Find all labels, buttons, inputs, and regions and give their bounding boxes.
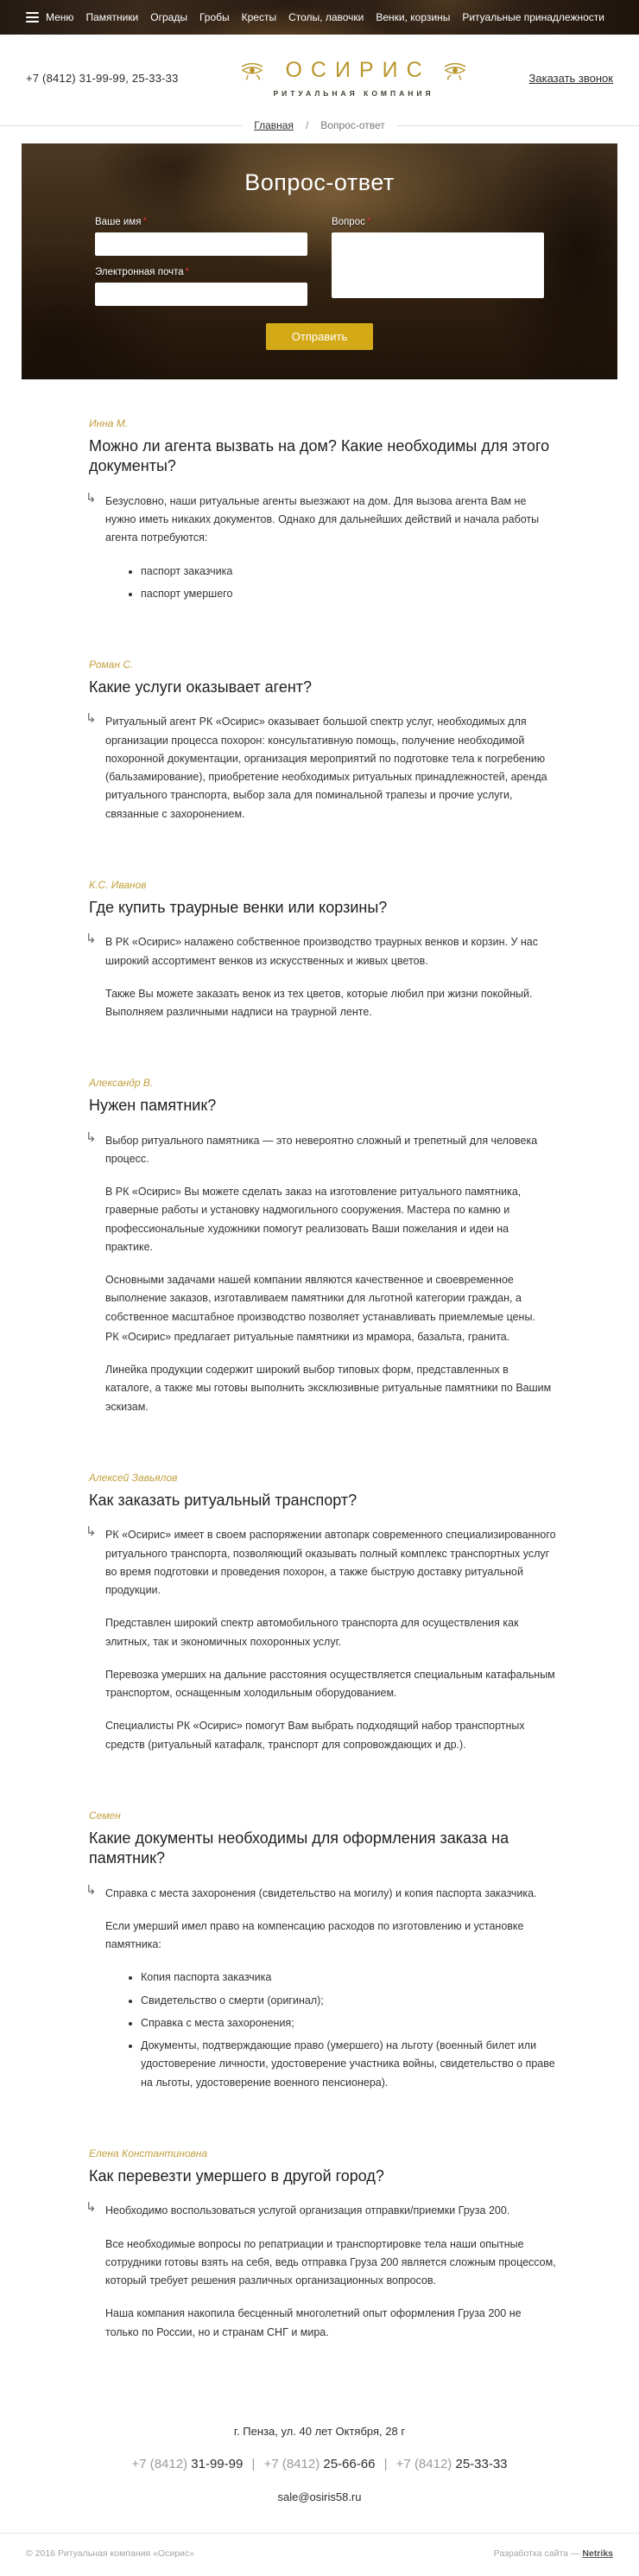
reply-arrow-icon: ↳ <box>85 932 97 947</box>
breadcrumb-home[interactable]: Главная <box>254 119 294 131</box>
phone-code: +7 (8412) <box>131 2456 188 2471</box>
hero-banner <box>22 143 617 379</box>
reply-arrow-icon: ↳ <box>85 490 97 506</box>
nav-item-ritual-accessories[interactable]: Ритуальные принадлежности <box>462 11 604 23</box>
answer-paragraph: РК «Осирис» предлагает ритуальные памятники из мрамора, базальта, гранита. <box>105 1330 510 1343</box>
site-header <box>0 35 639 118</box>
qa-author: К.С. Иванов <box>89 878 147 891</box>
hamburger-icon <box>26 10 39 25</box>
qa-item-5 <box>85 1471 557 1754</box>
qa-item-6 <box>85 1809 557 2092</box>
form-right-column <box>332 217 544 306</box>
qa-question: Как перевезти умершего в другой город? <box>89 2166 384 2185</box>
reply-arrow-icon: ↳ <box>85 711 97 727</box>
bottom-bar <box>0 2533 639 2576</box>
reply-arrow-icon: ↳ <box>85 1524 97 1540</box>
footer-email: sale@osiris58.ru <box>277 2490 362 2503</box>
answer-paragraph: Выбор ритуального памятника — это невероятно сложный и трепетный для человека процесс. <box>105 1134 538 1165</box>
answer-paragraph: Также Вы можете заказать венок из тех цветов, которые любил при жизни покойный. Выполняем различными надписи на траурной ленте. <box>105 987 533 1019</box>
phone-separator: | <box>383 2456 388 2471</box>
qa-list <box>22 379 617 2394</box>
answer-paragraph: Безусловно, наши ритуальные агенты выезжают на дом. Для вызова агента Вам не нужно иметь никаких документов. Однако для дальнейших действий и начала работы агента потребуются: <box>105 494 540 544</box>
answer-bullet-list <box>105 1969 557 2092</box>
answer-paragraph: Основными задачами нашей компании являются качественное и своевременное выполнение заказов, изготавливаем памятники для льготной категории граждан, а собственное масштабное производство позволяет устанавливать приемлемые цены. <box>105 1274 535 1323</box>
bullet-item: • Документы, подтверждающие право (умершего) на льготу (военный билет или удостоверение личности, удостоверение участника войны, свидетельство о праве на льготы, удостоверение военного пенсионера). <box>141 2037 557 2092</box>
qa-author: Елена Константиновна <box>89 2147 208 2159</box>
phone-separator: | <box>251 2456 256 2471</box>
nav-item-wreaths[interactable]: Венки, корзины <box>376 11 451 23</box>
qa-author: Александр В. <box>89 1077 154 1090</box>
nav-item-monuments[interactable]: Памятники <box>85 11 139 23</box>
answer-paragraph: Наша компания накопила бесценный многолетний опыт оформления Груза 200 не только по России, но и странам СНГ и мира. <box>105 2307 522 2338</box>
bullet-item: • Копия паспорта заказчика <box>141 1969 557 1987</box>
qa-question: Где купить траурные венки или корзины? <box>89 898 388 916</box>
qa-question: Нужен памятник? <box>89 1097 217 1115</box>
name-label: Ваше имя * <box>95 217 147 227</box>
nav-item-tables-benches[interactable]: Столы, лавочки <box>288 11 364 23</box>
qa-question: Какие услуги оказывает агент? <box>89 678 313 696</box>
form-left-column <box>95 217 307 306</box>
nav-item-label: Меню <box>46 11 74 23</box>
qa-answer <box>85 1129 557 1416</box>
submit-button[interactable]: Отправить <box>266 323 373 350</box>
phone-code: +7 (8412) <box>263 2456 320 2471</box>
copyright: © 2016 Ритуальная компания «Осирис» <box>26 2547 195 2559</box>
email-label: Электронная почта * <box>95 267 190 277</box>
required-asterisk: * <box>142 217 147 227</box>
question-textarea[interactable] <box>332 232 544 298</box>
phone-number: 25-33-33 <box>455 2456 508 2471</box>
qa-item-2 <box>85 658 557 824</box>
phone-number: 25-66-66 <box>323 2456 376 2471</box>
footer-address: г. Пенза, ул. 40 лет Октября, 28 г <box>233 2424 406 2438</box>
qa-question: Какие документы необходимы для оформления заказа на памятник? <box>89 1829 509 1867</box>
nav-item-menu[interactable] <box>26 10 73 25</box>
answer-paragraph: Справка с места захоронения (свидетельство на могилу) и копия паспорта заказчика. <box>105 1886 537 1899</box>
eye-of-horus-left-icon <box>240 60 264 81</box>
question-form <box>72 217 567 306</box>
nav-item-fences[interactable]: Ограды <box>150 11 187 23</box>
site-footer <box>0 2394 639 2576</box>
bullet-item: • паспорт умершего <box>141 585 557 603</box>
qa-item-4 <box>85 1077 557 1416</box>
top-navigation <box>0 0 639 35</box>
qa-answer <box>85 1524 557 1754</box>
bullet-item: • паспорт заказчика <box>141 563 557 581</box>
answer-paragraph: Все необходимые вопросы по репатриации и транспортировке тела наши опытные сотрудники готовы взять на себя, ведь отправка Груза 200 является сложным процессом, который требует решения различных организационных вопросов. <box>105 2237 556 2287</box>
qa-question: Можно ли агента вызвать на дом? Какие необходимы для этого документы? <box>89 437 550 475</box>
qa-item-7 <box>85 2147 557 2342</box>
bullet-item: • Свидетельство о смерти (оригинал); <box>141 1992 557 2010</box>
eye-of-horus-right-icon <box>443 60 467 81</box>
bullet-item: • Справка с места захоронения; <box>141 2014 557 2032</box>
answer-paragraph: Если умерший имел право на компенсацию расходов по изготовлению и установке памятника: <box>105 1919 524 1951</box>
qa-author: Семен <box>89 1809 121 1822</box>
page-title: Вопрос-ответ <box>244 169 395 195</box>
required-asterisk: * <box>185 267 190 277</box>
reply-arrow-icon: ↳ <box>85 1882 97 1898</box>
logo-text: ОСИРИС <box>285 58 431 82</box>
phone-code: +7 (8412) <box>395 2456 452 2471</box>
nav-item-coffins[interactable]: Гробы <box>199 11 230 23</box>
required-asterisk: * <box>366 217 371 227</box>
logo-tagline: РИТУАЛЬНАЯ КОМПАНИЯ <box>273 89 434 98</box>
email-input[interactable] <box>95 283 307 306</box>
answer-paragraph: В РК «Осирис» Вы можете сделать заказ на изготовление ритуального памятника, граверные работы и установку надмогильного сооружения. Мастера по камню и профессиональные художники помогут реализовать Ваши пожелания и идеи на практике. <box>105 1186 522 1253</box>
reply-arrow-icon: ↳ <box>85 2200 97 2216</box>
credit-link[interactable]: Netriks <box>582 2547 613 2559</box>
header-phone: +7 (8412) 31-99-99, 25-33-33 <box>26 71 179 85</box>
qa-author: Инна М. <box>89 417 129 429</box>
breadcrumb-line-left <box>0 125 242 126</box>
answer-bullet-list <box>105 563 557 604</box>
breadcrumb-current: Вопрос-ответ <box>320 119 385 131</box>
answer-paragraph: РК «Осирис» имеет в своем распоряжении автопарк современного специализированного ритуального транспорта, позволяющий оказывать полный комплекс транспортных услуг во время подготовки и проведения похорон, а также быструю доставку ритуальной продукции. <box>105 1529 556 1597</box>
qa-answer <box>85 1882 557 2092</box>
callback-link[interactable]: Заказать звонок <box>528 71 613 85</box>
answer-paragraph: Ритуальный агент РК «Осирис» оказывает большой спектр услуг, необходимых для организации процесса похорон: консультативную помощь, получение необходимой похоронной документации, организация мероприятий по подготовке тела к погребению (бальзамирование), приобретение необходимых ритуальных принадлежностей, аренда ритуального транспорта, выбор зала для поминальной трапезы и прочие услуги, связанные с захоронением. <box>105 716 547 820</box>
question-label: Вопрос * <box>332 217 371 227</box>
qa-answer <box>85 2200 557 2342</box>
qa-author: Роман С. <box>89 658 134 671</box>
nav-item-crosses[interactable]: Кресты <box>241 11 277 23</box>
answer-paragraph: Перевозка умерших на дальние расстояния осуществляется специальным катафальным транспортом, оснащенным холодильным оборудованием. <box>105 1668 555 1700</box>
answer-paragraph: Представлен широкий спектр автомобильного транспорта для осуществления как элитных, так и экономичных похоронных услуг. <box>105 1617 519 1648</box>
phone-number: 31-99-99 <box>191 2456 244 2471</box>
breadcrumb-line-right <box>397 125 639 126</box>
qa-answer <box>85 490 557 603</box>
qa-item-1 <box>85 417 557 603</box>
answer-paragraph: Необходимо воспользоваться услугой организация отправки/приемки Груза 200. <box>105 2204 510 2217</box>
qa-item-3 <box>85 878 557 1021</box>
logo[interactable] <box>240 58 466 98</box>
qa-question: Как заказать ритуальный транспорт? <box>89 1491 357 1509</box>
answer-paragraph: Специалисты РК «Осирис» помогут Вам выбрать подходящий набор транспортных средств (ритуальный катафалк, транспорт для сопровождающих и др.). <box>105 1720 525 1751</box>
name-input[interactable] <box>95 232 307 256</box>
site-credit: Разработка сайта — Netriks <box>493 2547 613 2559</box>
answer-paragraph: Линейка продукции содержит широкий выбор типовых форм, представленных в каталоге, а также мы готовы выполнить эксклюзивные ритуальные памятники по Вашим эскизам. <box>105 1364 552 1413</box>
qa-answer <box>85 932 557 1021</box>
answer-paragraph: В РК «Осирис» налажено собственное производство траурных венков и корзин. У нас широкий ассортимент венков из искусственных и живых цветов. <box>105 936 538 967</box>
breadcrumb-separator: / <box>305 119 309 131</box>
footer-phones <box>0 2457 639 2471</box>
reply-arrow-icon: ↳ <box>85 1129 97 1145</box>
breadcrumb <box>0 119 639 131</box>
qa-author: Алексей Завьялов <box>89 1471 178 1484</box>
qa-answer <box>85 711 557 824</box>
